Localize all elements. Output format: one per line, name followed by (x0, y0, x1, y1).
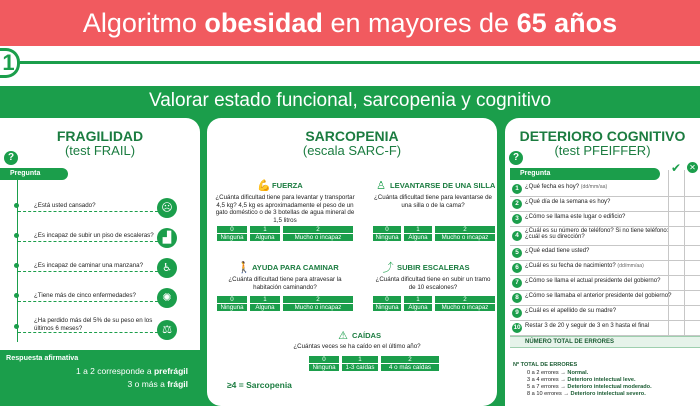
option[interactable] (381, 356, 439, 370)
sarc-options (373, 226, 495, 240)
note-line: 8 a 10 errores → Deterioro intelectual severo. (527, 391, 646, 397)
sarcopenia-title: SARCOPENIA (305, 128, 399, 144)
note-range: 3 a 4 errores (527, 377, 559, 383)
question-text: Restar 3 de 20 y seguir de 3 en 3 hasta el final (525, 323, 650, 329)
note-result: Normal. (567, 370, 589, 376)
option[interactable] (283, 296, 353, 310)
question-text: ¿Cuál es su número de teléfono? Si no tiene teléfono: ¿cuál es su dirección? (525, 228, 669, 241)
result2-text: 3 o más a (127, 379, 165, 389)
option[interactable] (342, 356, 378, 370)
total-errors-row (510, 336, 700, 348)
pregunta-label: Pregunta (0, 168, 68, 180)
option-score: 2 (283, 226, 353, 233)
dashed-leader (18, 241, 158, 242)
frail-question (16, 228, 191, 250)
option-score: 0 (373, 226, 401, 233)
option-label: Alguna (404, 234, 432, 241)
pfeiffer-row (510, 212, 700, 227)
pfeiffer-row (510, 227, 700, 246)
option-label: Alguna (404, 304, 432, 311)
option-label: Ninguna (373, 304, 401, 311)
note-result: Deterioro intelectual severo. (570, 391, 646, 397)
sarc-item-title-text: SUBIR ESCALERAS (397, 263, 470, 272)
title-bold1: obesidad (204, 8, 323, 38)
tired-person-icon: ☹ (157, 198, 177, 218)
step-divider (20, 61, 700, 64)
result-fragil (0, 379, 188, 389)
pregunta-label: Pregunta (510, 168, 660, 180)
walker-icon: ♿ (157, 258, 177, 278)
sarc-item-title-text: FUERZA (272, 181, 303, 190)
option-label: Mucho o incapaz (435, 234, 495, 241)
sarc-question: ¿Cuánta dificultad tiene para atravesar la habitación caminando? (228, 276, 342, 291)
section-subtitle: Valorar estado funcional, sarcopenia y cognitivo (148, 90, 552, 111)
deterioro-subtitle: (test PFEIFFER) (554, 143, 651, 158)
pfeiffer-row (510, 306, 700, 321)
option[interactable] (217, 296, 247, 310)
frail-question-text: ¿Es incapaz de subir un piso de escaleras? (34, 232, 154, 239)
sarc-options (373, 296, 495, 310)
option[interactable] (373, 226, 401, 240)
option-label: Ninguna (217, 234, 247, 241)
option-score: 0 (217, 226, 247, 233)
option-score: 1 (250, 296, 280, 303)
option[interactable] (250, 296, 280, 310)
question-text: ¿Cómo se llama este lugar o edificio? (525, 214, 626, 220)
option[interactable] (435, 226, 495, 240)
help-icon: ? (4, 151, 18, 165)
result2-bold: frágil (167, 379, 188, 389)
option[interactable] (404, 296, 432, 310)
option-score: 0 (217, 296, 247, 303)
frail-question (16, 258, 191, 280)
question-text: ¿Cómo se llama el actual presidente del gobierno? (525, 278, 661, 284)
option-score: 2 (283, 296, 353, 303)
sarcopenia-panel (207, 118, 497, 406)
question-number: 8 (512, 293, 522, 303)
option-score: 2 (435, 296, 495, 303)
pfeiffer-row (510, 276, 700, 291)
sarc-item-title-text: CAÍDAS (352, 331, 382, 340)
pfeiffer-row (510, 246, 700, 261)
dashed-leader (18, 271, 158, 272)
notes-heading-text: Nº TOTAL DE ERRORES (513, 362, 578, 368)
question-number: 1 (512, 184, 522, 194)
note-line: 5 a 7 errores → Deterioro intelectual moderado. (527, 384, 652, 390)
sarcopenia-subtitle: (escala SARC-F) (302, 143, 402, 158)
question-hint: (dd/mm/aa) (580, 184, 608, 190)
option[interactable] (373, 296, 401, 310)
option-score: 1 (404, 226, 432, 233)
question-text-main: ¿Cuál es su fecha de nacimiento? (525, 263, 616, 269)
option-score: 1 (404, 296, 432, 303)
frail-question (16, 316, 191, 344)
sarc-options (217, 226, 353, 240)
option-score: 2 (381, 356, 439, 363)
option[interactable] (309, 356, 339, 370)
title-bold2: 65 años (516, 8, 618, 38)
bullet (14, 293, 19, 298)
virus-icon: ✺ (157, 288, 177, 308)
sarc-options (309, 356, 439, 370)
option[interactable] (283, 226, 353, 240)
chair-person-icon: ♙ (376, 180, 386, 192)
option-label: 4 o más caídas (381, 364, 439, 371)
option-score: 2 (435, 226, 495, 233)
option-score: 0 (373, 296, 401, 303)
dashed-leader (18, 211, 158, 212)
stairs-icon: ▟ (157, 228, 177, 248)
question-number: 6 (512, 263, 522, 273)
deterioro-title: DETERIORO COGNITIVO (519, 128, 686, 144)
question-number: 3 (512, 214, 522, 224)
question-hint: (dd/mm/aa) (617, 263, 644, 269)
question-text-main: ¿Qué fecha es hoy? (525, 184, 580, 190)
scale-icon: ⚖ (157, 320, 177, 340)
option-label: 1-3 caídas (342, 364, 378, 371)
result-prefragil (0, 366, 188, 376)
fragilidad-subtitle: (test FRAIL) (64, 143, 136, 158)
check-header-icon: ✔ (671, 161, 682, 175)
question-number: 10 (513, 324, 521, 331)
question-number: 4 (512, 231, 522, 241)
frail-question-text: ¿Es incapaz de caminar una manzana? (34, 262, 144, 269)
respuesta-afirmativa-box (0, 350, 200, 406)
help-icon: ? (509, 151, 523, 165)
result1-text: 1 a 2 corresponde a (76, 366, 152, 376)
note-result: Deterioro intelectual moderado. (567, 384, 652, 390)
option-label: Ninguna (217, 304, 247, 311)
question-text: ¿Qué edad tiene usted? (525, 248, 590, 254)
sarc-item-title-text: LEVANTARSE DE UNA SILLA (390, 181, 496, 190)
total-errors-label: NÚMERO TOTAL DE ERRORES (525, 339, 615, 345)
frail-question (16, 198, 191, 220)
question-number: 7 (512, 278, 522, 288)
falling-person-icon: ⚠ (338, 330, 348, 342)
bullet (14, 324, 19, 329)
option-score: 0 (309, 356, 339, 363)
arm-muscle-icon: 💪 (257, 180, 271, 192)
question-number: 5 (512, 248, 522, 258)
option-score: 1 (342, 356, 378, 363)
cross-header-icon: ✕ (687, 162, 698, 173)
fragilidad-title: FRAGILIDAD (56, 128, 144, 144)
option-label: Alguna (250, 234, 280, 241)
question-number: 2 (512, 199, 522, 209)
note-line: 3 a 4 errores → Deterioro intelectual leve. (527, 377, 636, 383)
option[interactable] (250, 226, 280, 240)
option-label: Ninguna (373, 234, 401, 241)
respuesta-heading: Respuesta afirmativa (6, 353, 79, 362)
note-line: 0 a 2 errores → Normal. (527, 370, 589, 376)
pfeiffer-row (510, 182, 700, 197)
question-text: ¿Cómo se llamaba el anterior presidente del gobierno? (525, 293, 672, 299)
fragilidad-panel (0, 118, 200, 406)
note-range: 5 a 7 errores (527, 384, 559, 390)
frail-question-text: ¿Ha perdido más del 5% de su peso en los últimos 6 meses? (34, 317, 153, 332)
sarcopenia-result: ≥4 = Sarcopenia (227, 380, 292, 390)
page-title (0, 0, 700, 46)
note-range: 8 a 10 errores (527, 391, 562, 397)
sarc-question: ¿Cuánta dificultad tiene para levantarse de una silla o de la cama? (374, 194, 492, 209)
question-text: ¿Cuál es el apellido de su madre? (525, 308, 617, 314)
option-label: Mucho o incapaz (283, 234, 353, 241)
frail-question (16, 288, 191, 310)
pfeiffer-row (510, 321, 700, 336)
question-text (525, 263, 675, 269)
title-part1: Algoritmo (82, 8, 197, 38)
option-label: Mucho o incapaz (435, 304, 495, 311)
title-part2: en mayores de (330, 8, 510, 38)
deterioro-panel (505, 118, 700, 406)
pfeiffer-row (510, 291, 700, 306)
notes-heading (513, 362, 577, 369)
option-label: Mucho o incapaz (283, 304, 353, 311)
step-number: 1 (0, 48, 20, 78)
bullet (14, 203, 19, 208)
option[interactable] (435, 296, 495, 310)
question-number: 9 (512, 308, 522, 318)
option[interactable] (404, 226, 432, 240)
sarc-question: ¿Cuánta dificultad tiene en subir un tramo de 10 escalones? (375, 276, 491, 291)
pfeiffer-row (510, 261, 700, 276)
pfeiffer-row (510, 197, 700, 212)
result1-bold: prefrágil (153, 366, 188, 376)
sarc-options (217, 296, 353, 310)
question-text: ¿Qué día de la semana es hoy? (525, 199, 611, 205)
option[interactable] (217, 226, 247, 240)
bullet (14, 233, 19, 238)
question-text (525, 184, 675, 190)
option-label: Ninguna (309, 364, 339, 371)
option-label: Alguna (250, 304, 280, 311)
frail-question-text: ¿Tiene más de cinco enfermedades? (34, 292, 136, 299)
frail-question-text: ¿Está usted cansado? (34, 202, 96, 209)
note-result: Deterioro intelectual leve. (567, 377, 636, 383)
sarc-question: ¿Cuántas veces se ha caído en el último año? (293, 343, 421, 350)
sarc-item-title-text: AYUDA PARA CAMINAR (252, 263, 339, 272)
dashed-leader (18, 301, 158, 302)
sarc-question: ¿Cuánta dificultad tiene para levantar y transportar 4,5 kg? 4,5 kg es aproximadamente el peso de un gato doméstico o de 3 botellas de agua mineral de 1,5 litros (215, 194, 355, 224)
bullet (14, 263, 19, 268)
walking-person-icon: 🚶 (237, 262, 251, 274)
option-score: 1 (250, 226, 280, 233)
climbing-stairs-icon: ⤴ (382, 262, 394, 274)
note-range: 0 a 2 errores (527, 370, 559, 376)
